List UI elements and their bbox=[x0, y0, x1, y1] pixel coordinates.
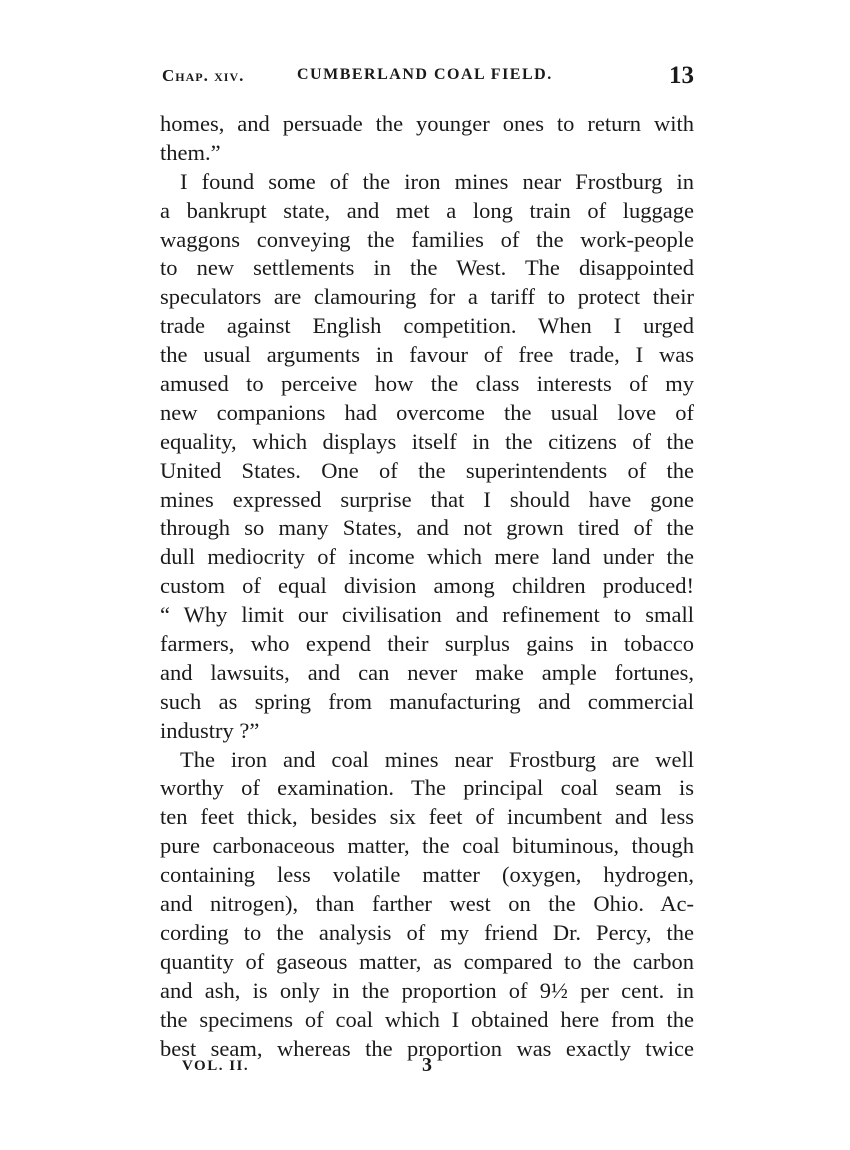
page-footer bbox=[182, 1054, 482, 1082]
body-text bbox=[160, 110, 694, 1063]
signature-mark: 3 bbox=[422, 1054, 432, 1076]
text-line: and ash, is only in the proportion of 9½ per cent. in bbox=[160, 977, 694, 1003]
text-line: containing less volatile matter (oxygen, hydrogen, bbox=[160, 862, 694, 888]
text-line: industry ?” bbox=[160, 717, 260, 743]
text-line: quantity of gaseous matter, as compared to the carbon bbox=[160, 948, 694, 974]
text-line: worthy of examination. The principal coal seam is bbox=[160, 775, 694, 801]
text-line: farmers, who expend their surplus gains in tobacco bbox=[160, 631, 694, 657]
text-line: to new settlements in the West. The disappointed bbox=[160, 255, 694, 281]
text-line: mines expressed surprise that I should have gone bbox=[160, 486, 694, 512]
text-line: them.” bbox=[160, 139, 221, 165]
text-line: The iron and coal mines near Frostburg are well bbox=[180, 746, 694, 772]
text-line: United States. One of the superintendents of the bbox=[160, 457, 694, 483]
text-line: homes, and persuade the younger ones to return with bbox=[160, 111, 694, 136]
text-line: cording to the analysis of my friend Dr. Percy, the bbox=[160, 919, 694, 945]
text-line: a bankrupt state, and met a long train of luggage bbox=[160, 197, 694, 223]
text-line: equality, which displays itself in the citizens of the bbox=[160, 428, 694, 454]
text-line: ten feet thick, besides six feet of incumbent and less bbox=[160, 804, 694, 830]
chapter-label: Chap. xiv. bbox=[162, 66, 245, 85]
running-head bbox=[162, 62, 694, 96]
text-line: trade against English competition. When I urged bbox=[160, 313, 694, 339]
text-line: custom of equal division among children produced! bbox=[160, 573, 694, 599]
text-line: and lawsuits, and can never make ample fortunes, bbox=[160, 659, 694, 685]
text-line: pure carbonaceous matter, the coal bituminous, though bbox=[160, 833, 694, 859]
volume-label: VOL. II. bbox=[182, 1058, 250, 1074]
text-line: the specimens of coal which I obtained here from the bbox=[160, 1006, 694, 1032]
text-line: through so many States, and not grown tired of the bbox=[160, 515, 694, 541]
text-line: best seam, whereas the proportion was exactly twice bbox=[160, 1035, 694, 1061]
text-line: and nitrogen), than farther west on the Ohio. Ac- bbox=[160, 891, 694, 917]
text-line: new companions had overcome the usual love of bbox=[160, 399, 694, 425]
text-line: the usual arguments in favour of free trade, I was bbox=[160, 342, 694, 368]
text-line: I found some of the iron mines near Frostburg in bbox=[180, 168, 694, 194]
text-line: dull mediocrity of income which mere land under the bbox=[160, 544, 694, 570]
running-title: CUMBERLAND COAL FIELD. bbox=[297, 66, 553, 83]
text-line: such as spring from manufacturing and commercial bbox=[160, 688, 694, 714]
text-line: waggons conveying the families of the work-people bbox=[160, 226, 694, 252]
text-line: “ Why limit our civilisation and refinement to small bbox=[160, 602, 694, 628]
page-number: 13 bbox=[669, 62, 694, 89]
text-line: amused to perceive how the class interests of my bbox=[160, 371, 694, 397]
text-line: speculators are clamouring for a tariff to protect their bbox=[160, 284, 694, 310]
